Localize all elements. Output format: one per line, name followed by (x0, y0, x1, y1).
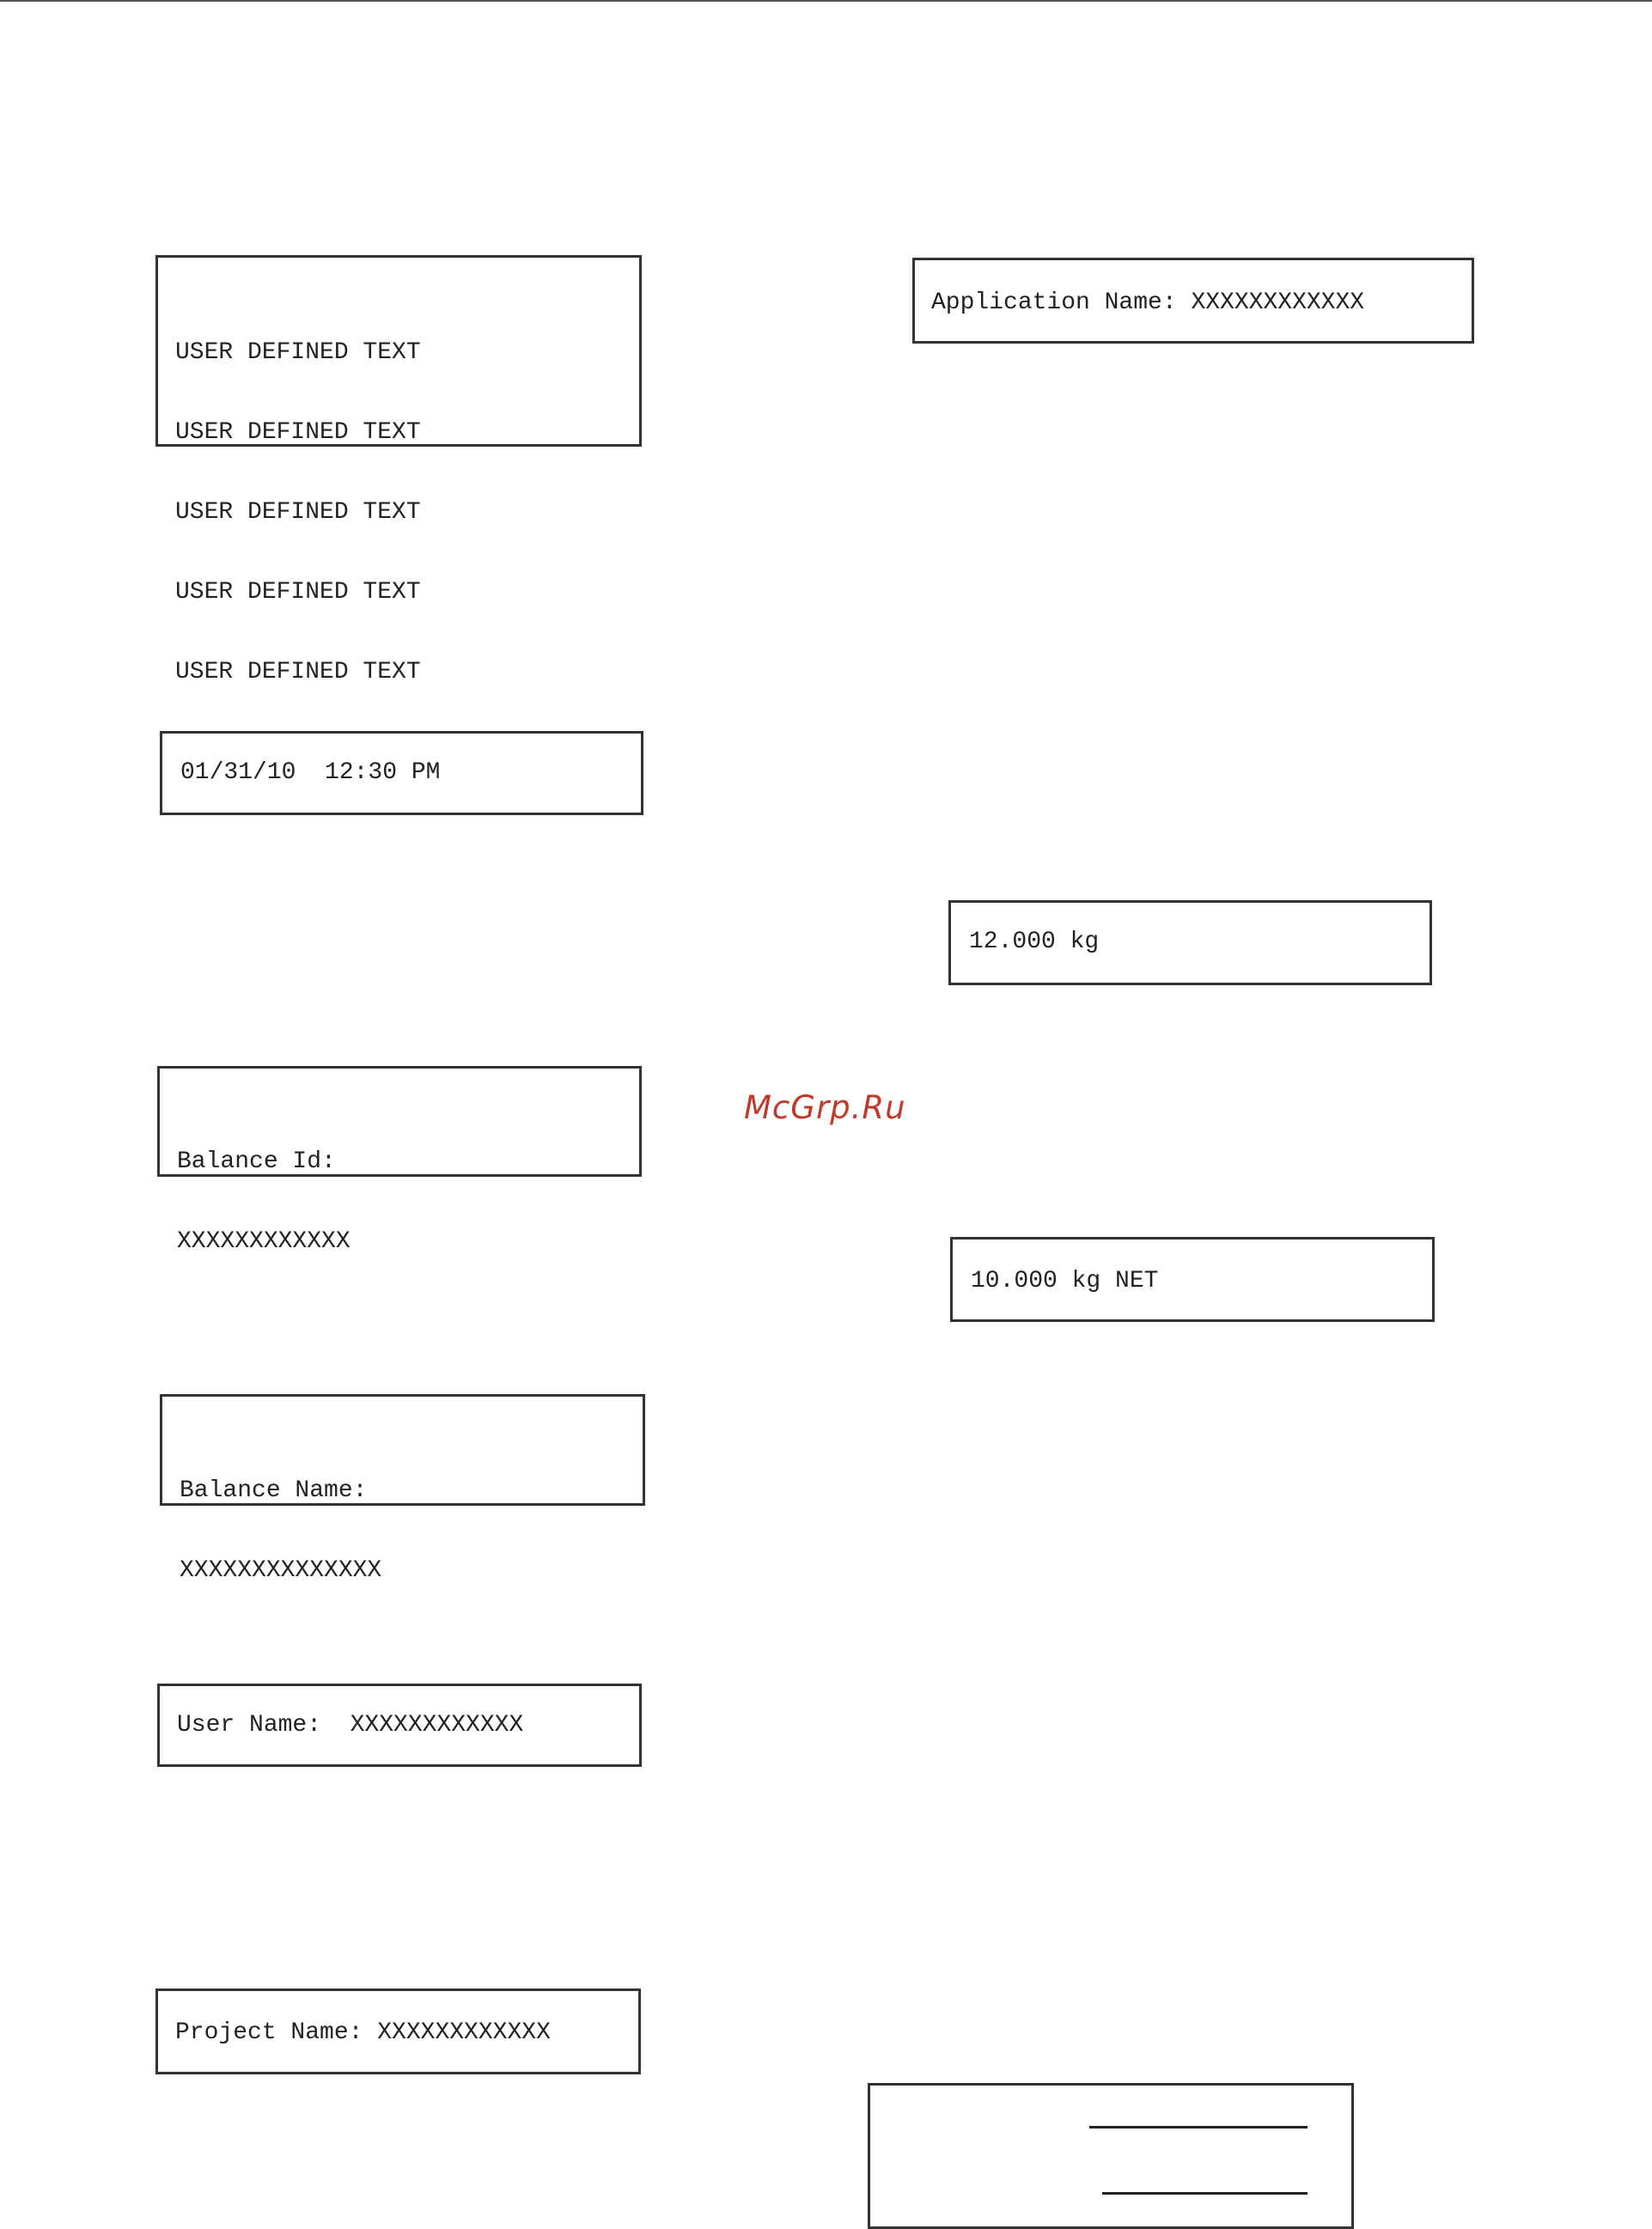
net-weight-display (950, 1237, 1435, 1322)
page-top-rule (0, 0, 1652, 2)
date-time-display (160, 731, 643, 815)
user-defined-text-display (155, 255, 642, 685)
weight-display (948, 900, 1432, 985)
application-name-text: Application Name: XXXXXXXXXXXX (931, 289, 1365, 316)
user-defined-line: USER DEFINED TEXT (175, 499, 421, 526)
user-defined-line: USER DEFINED TEXT (175, 659, 421, 685)
user-defined-line: USER DEFINED TEXT (175, 419, 421, 446)
user-name-display (157, 1684, 642, 1767)
user-defined-line: USER DEFINED TEXT (175, 339, 421, 366)
balance-name-text (180, 1424, 381, 1637)
signature-line (1089, 2126, 1308, 2129)
watermark: McGrp.Ru (744, 1089, 906, 1126)
signature-line (1102, 2192, 1308, 2195)
balance-name-display (160, 1394, 645, 1584)
net-weight-text: 10.000 kg NET (971, 1268, 1159, 1294)
weight-text: 12.000 kg (969, 929, 1100, 955)
project-name-text: Project Name: XXXXXXXXXXXX (175, 2019, 551, 2046)
signature-box (868, 2083, 1354, 2229)
application-name-display (912, 258, 1474, 344)
user-defined-text-lines (175, 286, 421, 739)
user-name-text: User Name: XXXXXXXXXXXX (177, 1712, 524, 1739)
balance-name-value: XXXXXXXXXXXXXX (180, 1557, 382, 1584)
project-name-display (155, 1988, 641, 2074)
balance-id-text (177, 1095, 351, 1308)
date-time-text: 01/31/10 12:30 PM (180, 759, 441, 786)
balance-name-label: Balance Name: (180, 1477, 368, 1504)
balance-id-display (157, 1066, 642, 1255)
balance-id-value: XXXXXXXXXXXX (177, 1228, 351, 1255)
user-defined-line: USER DEFINED TEXT (175, 579, 421, 606)
balance-id-label: Balance Id: (177, 1148, 336, 1175)
